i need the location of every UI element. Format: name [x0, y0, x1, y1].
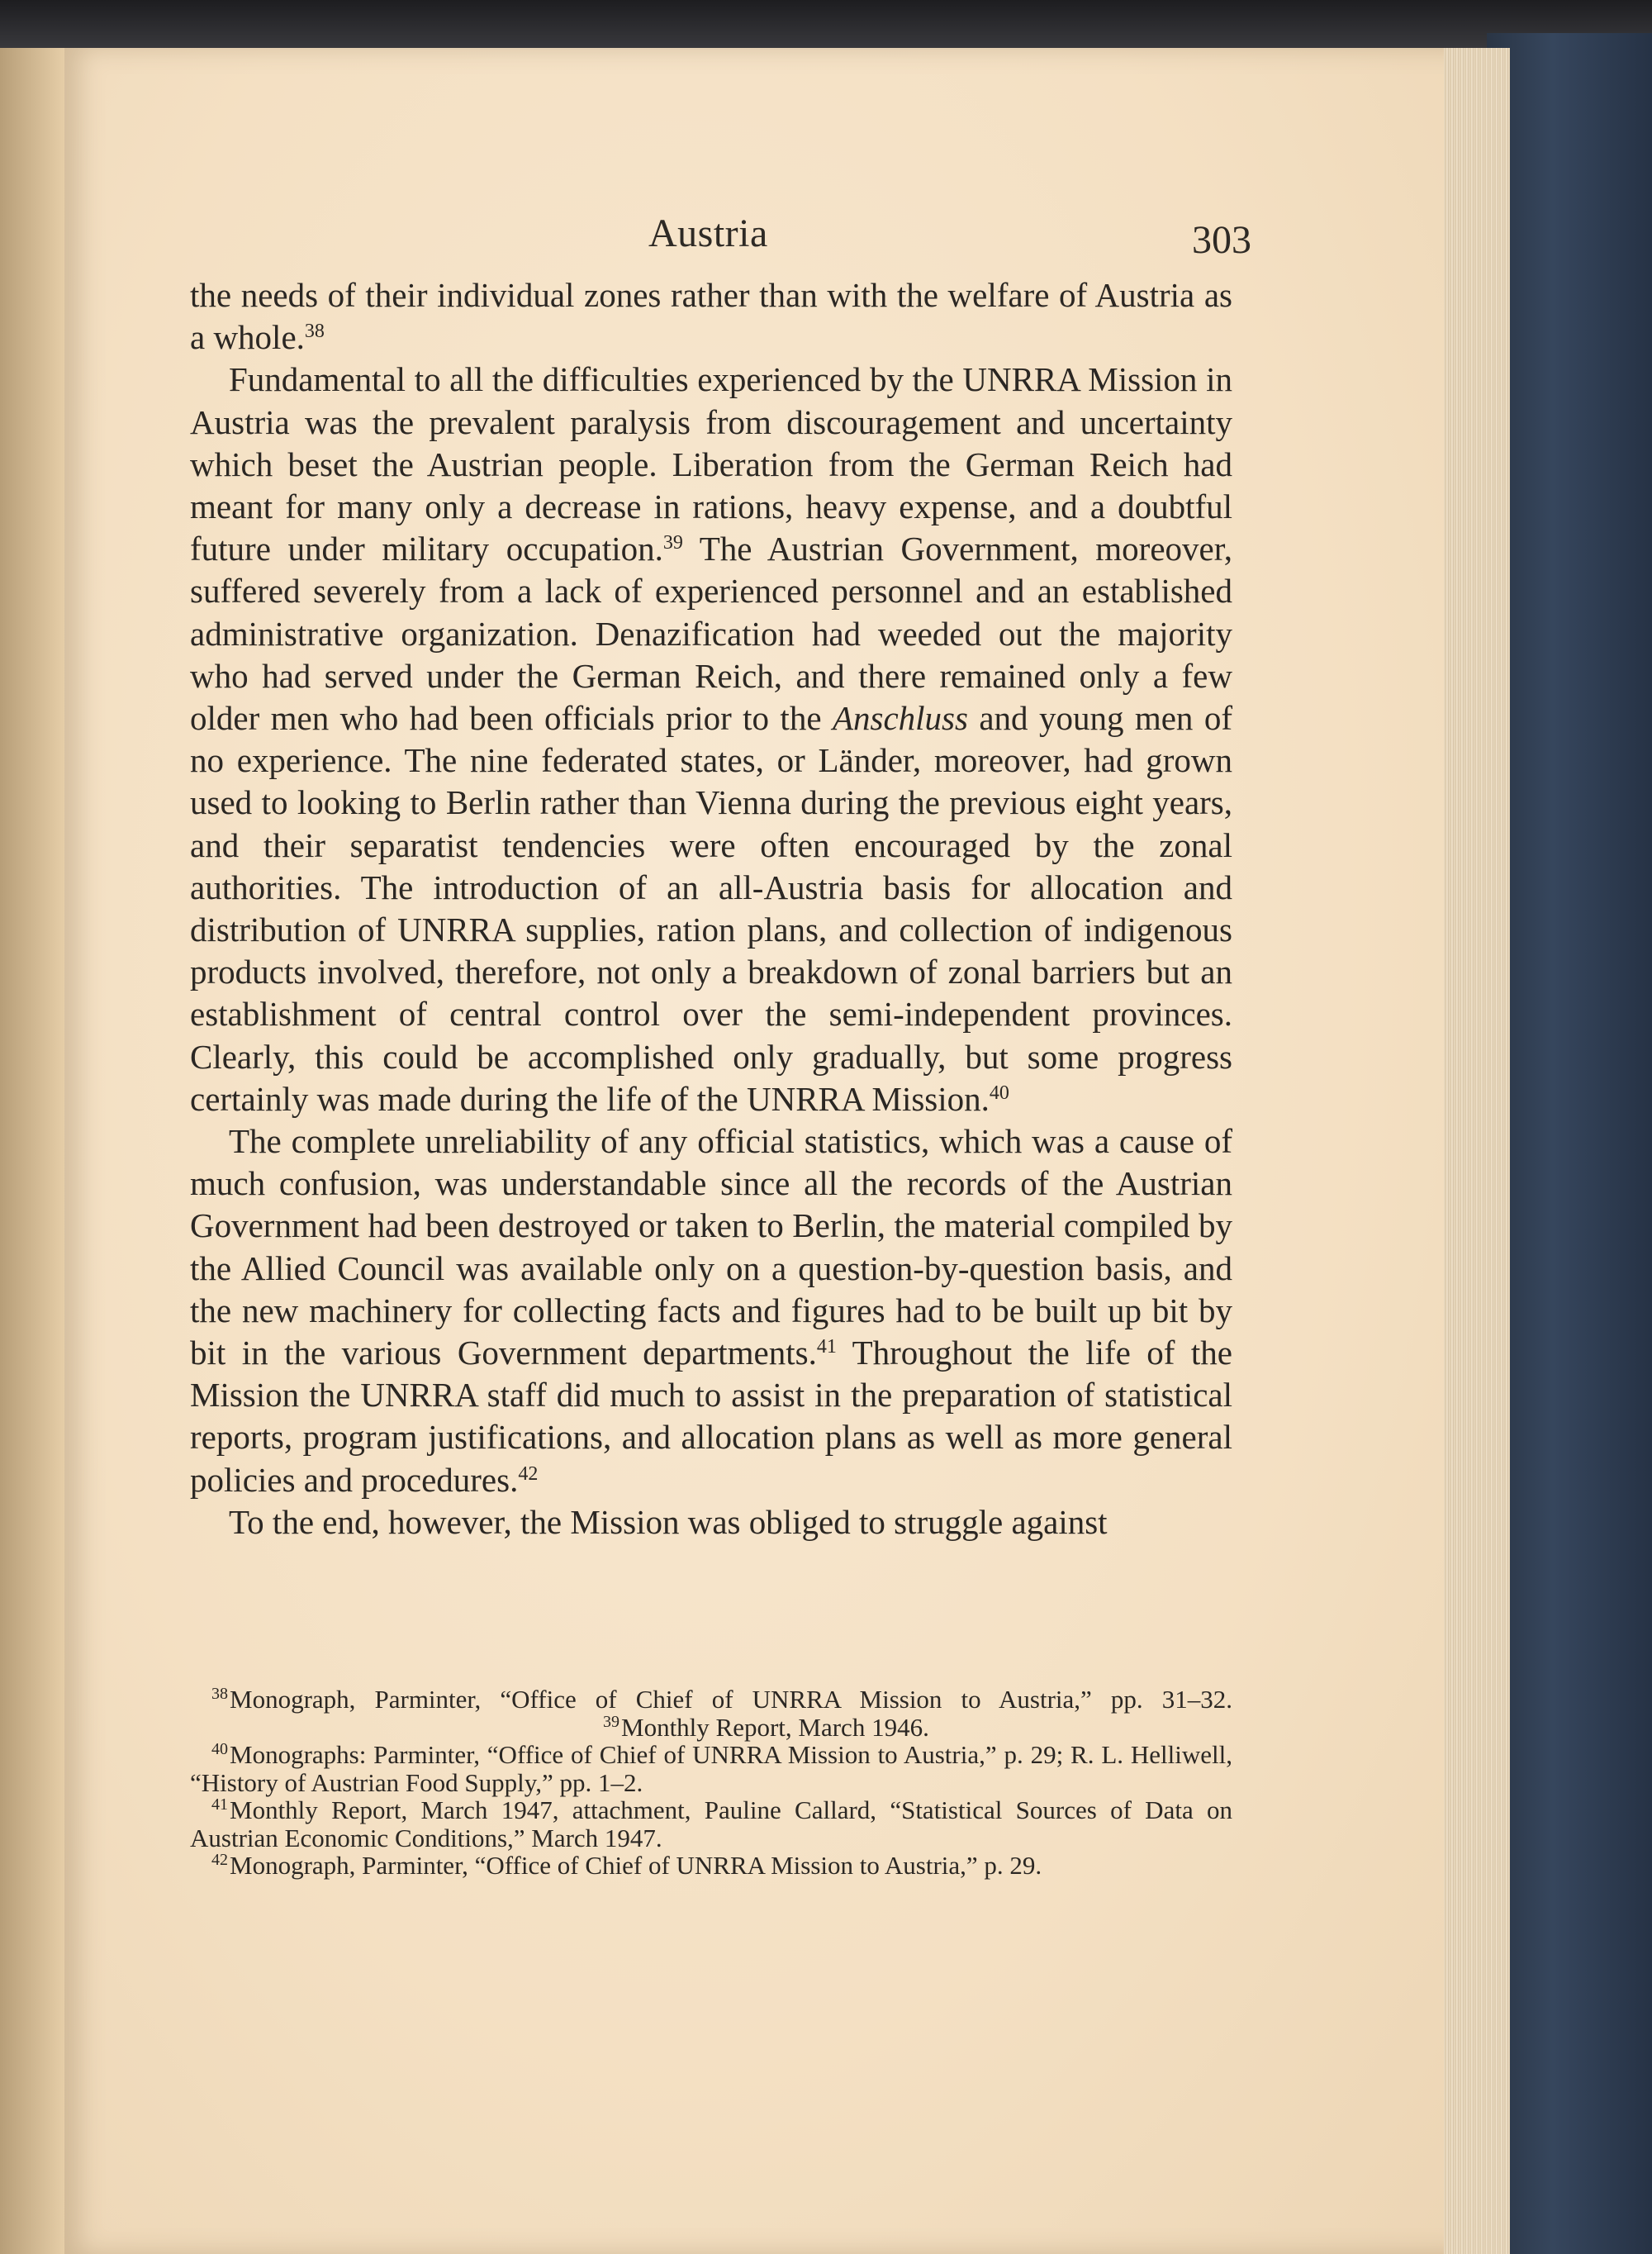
paragraph-2	[190, 359, 1232, 1120]
facing-page-edge	[0, 48, 66, 2254]
paragraph-text: To the end, however, the Mission was obliged to struggle against	[229, 1502, 1108, 1541]
footnote-ref-41: 41	[816, 1336, 837, 1358]
paragraph-text: Throughout the life of the Mission the UNRRA staff did much to assist in the preparation of statistical reports, program justifications, and allocation plans as well as more general policies and procedures.	[190, 1334, 1232, 1499]
paragraph-text: The complete unreliability of any official statistics, which was a cause of much confusion, was understandable since all the records of the Austrian Government had been destroyed or taken to Berlin, the material compiled by the Allied Council was available only on a question-by-question basis, and the new machinery for collecting facts and figures had to be built up bit by bit in the various Government departments.	[190, 1122, 1232, 1372]
footnote-ref-40: 40	[989, 1082, 1009, 1104]
paragraph-text: Fundamental to all the difficulties experienced by the UNRRA Mission in Austria was the prevalent paralysis from discouragement and uncertainty which beset the Austrian people. Liberation from the German Reich had meant for many only a decrease in rations, heavy expense, and a doubtful future under military occupation.	[190, 360, 1232, 568]
footnote-41: $^{41}$Monthly Report, March 1947, attachment, Pauline Callard, “Statistical Sources of Data on Austrian Economic Conditions,” March 1947.	[190, 1795, 1232, 1852]
footnote-ref-39: 39	[662, 532, 683, 554]
footnote-42: $^{42}$Monograph, Parminter, “Office of Chief of UNRRA Mission to Austria,” p. 29.	[211, 1851, 1042, 1880]
page-number: 303	[1192, 218, 1251, 262]
book-cover	[1487, 33, 1652, 2254]
running-head: Austria	[648, 212, 768, 255]
footnote-ref-42: 42	[518, 1462, 539, 1485]
paragraph-1	[190, 274, 1232, 359]
page-header	[190, 211, 1251, 269]
footnote-39: $^{39}$Monthly Report, March 1946.	[603, 1712, 929, 1742]
body-text	[190, 274, 1232, 1543]
footnote-40: $^{40}$Monographs: Parminter, “Office of Chief of UNRRA Mission to Austria,” p. 29; R. L. Helliwell, “History of Austrian Food Supply,” pp. 1–2.	[190, 1740, 1232, 1797]
italic-term: Anschluss	[832, 699, 968, 738]
paragraph-text: The Austrian Government, moreover, suffered severely from a lack of experienced personnel and an established administrative organization. Denazification had weeded out the majority who had served under the German Reich, and there remained only a few older men who had been officials prior to the	[190, 530, 1232, 738]
paragraph-3	[190, 1120, 1232, 1501]
footnote-38: $^{38}$Monograph, Parminter, “Office of Chief of UNRRA Mission to Austria,” pp. 31–32.39Monthly Report, March 1946.	[211, 1685, 1232, 1742]
footnotes	[190, 1686, 1232, 1880]
paragraph-text: the needs of their individual zones rather than with the welfare of Austria as a whole.	[190, 276, 1232, 357]
paragraph-4	[190, 1501, 1232, 1543]
background-top	[0, 0, 1652, 51]
paragraph-text: and young men of no experience. The nine federated states, or Länder, moreover, had grown used to looking to Berlin rather than Vienna during the previous eight years, and their separatist tendencies were often encouraged by the zonal authorities. The introduction of an all-Austria basis for allocation and distribution of UNRRA supplies, ration plans, and collection of indigenous products involved, therefore, not only a breakdown of zonal barriers but an establishment of central control over the semi-independent provinces. Clearly, this could be accomplished only gradually, but some progress certainly was made during the life of the UNRRA Mission.	[190, 699, 1232, 1118]
page-block-edges	[1444, 48, 1510, 2254]
footnote-ref-38: 38	[304, 321, 325, 343]
